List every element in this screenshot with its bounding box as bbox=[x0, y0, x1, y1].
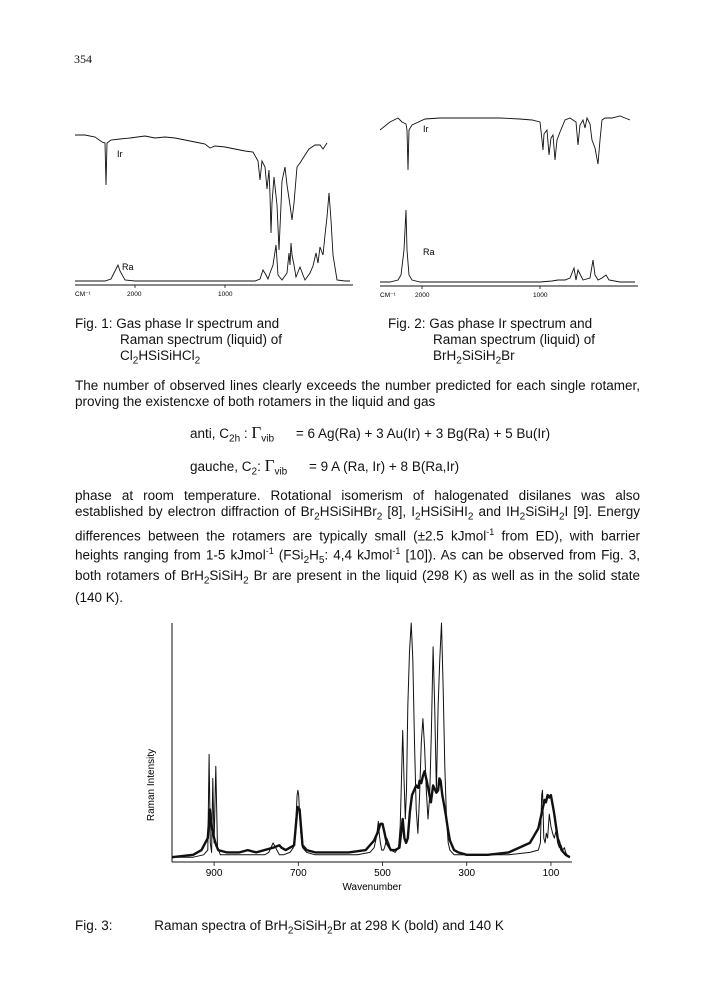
fig3-ylabel: Raman Intensity bbox=[146, 748, 157, 822]
equation-anti-lhs: anti, $C_{2h}$ : $\Gamma_{vib}$ bbox=[190, 423, 275, 445]
fig3-caption-label: Fig. 3: bbox=[75, 918, 113, 933]
fig1-ra-trace bbox=[75, 193, 350, 281]
fig2-tick-label: 2000 bbox=[415, 292, 430, 299]
equation-gauche-rhs: = 9 A (Ra, Ir) + 8 B(Ra,Ir) bbox=[309, 459, 460, 474]
fig1-caption-line2: Raman spectrum (liquid) of bbox=[120, 332, 283, 347]
equation-gauche bbox=[190, 456, 459, 478]
fig2-caption-line2: Raman spectrum (liquid) of bbox=[433, 332, 596, 347]
fig2-ra-label: Ra bbox=[423, 247, 435, 257]
fig3-caption bbox=[75, 918, 675, 940]
paragraph-2: phase at room temperature. Rotational isomerism of halogenated disilanes was also established by electron diffraction of $Br_2HSiSiHBr_2$ [8], $I_2HSiSiHI_2$ and $IH_2SiSiH_2I$ [9]. Energy differences between the rotamers are typically small (±2.5 kJmol$^{-1}$ from ED), with barrier heights ranging from 1-5 kJmol$^{-1}$ ($FSi_2H_5$: 4,4 kJmol$^{-1}$ [10]). As can be observed from Fig. 3, both rotamers of BrH$_2$SiSiH$_2$ Br are present in the liquid (298 K) as well as in the solid state (140 K). bbox=[75, 488, 641, 605]
fig2-ir-label: Ir bbox=[423, 124, 429, 134]
fig1-caption-line3: $Cl_2HSiSiHCl_2$ bbox=[120, 348, 201, 367]
fig1-ra-label: Ra bbox=[122, 262, 134, 272]
fig3-xlabel: Wavenumber bbox=[342, 882, 402, 893]
fig3-series-298k bbox=[172, 771, 570, 857]
fig3-x-tick-label: 700 bbox=[289, 868, 307, 879]
fig2-caption-line1: Fig. 2: Gas phase Ir spectrum and bbox=[388, 316, 593, 331]
fig3-x-tick-label: 500 bbox=[374, 868, 391, 879]
fig1-tick-label: 1000 bbox=[218, 291, 233, 298]
page-number: 354 bbox=[74, 52, 92, 66]
paragraph-1: The number of observed lines clearly exceeds the number predicted for each single rotamer, proving the existencxe of both rotamers in the liquid and gas bbox=[75, 378, 640, 409]
equation-anti bbox=[190, 423, 550, 445]
fig1-caption bbox=[75, 316, 375, 370]
fig1-caption-line1: Fig. 1: Gas phase Ir spectrum and bbox=[75, 316, 280, 331]
fig1-tick-label: 2000 bbox=[127, 291, 142, 298]
fig3-caption-text: Raman spectra of BrH$_2$SiSiH$_2$Br at 298 K (bold) and 140 K bbox=[154, 918, 504, 937]
fig2-ir-trace bbox=[380, 116, 630, 170]
fig3-series-140k bbox=[172, 623, 570, 857]
fig2-ra-trace bbox=[380, 210, 635, 282]
fig1-axis-unit: CM⁻¹ bbox=[75, 291, 91, 298]
fig3-x-tick-label: 100 bbox=[542, 868, 560, 879]
equation-gauche-lhs: gauche, $C_2$: $\Gamma_{vib}$ bbox=[190, 456, 288, 478]
fig2-axis-unit: CM⁻¹ bbox=[380, 292, 396, 299]
fig3-x-tick-label: 300 bbox=[458, 868, 476, 879]
fig2-caption-line3: BrH$_2$SiSiH$_2$Br bbox=[433, 348, 515, 367]
fig2-spectrum bbox=[380, 110, 642, 302]
fig2-caption bbox=[388, 316, 688, 370]
equation-anti-rhs: = 6 Ag(Ra) + 3 Au(Ir) + 3 Bg(Ra) + 5 Bu(Ir) bbox=[295, 426, 551, 441]
fig1-ir-label: Ir bbox=[117, 149, 123, 159]
fig3-chart bbox=[140, 615, 600, 895]
fig3-x-tick-label: 900 bbox=[205, 868, 223, 879]
fig1-spectrum bbox=[75, 125, 355, 300]
fig1-ir-trace bbox=[75, 135, 327, 250]
fig2-tick-label: 1000 bbox=[533, 292, 548, 299]
